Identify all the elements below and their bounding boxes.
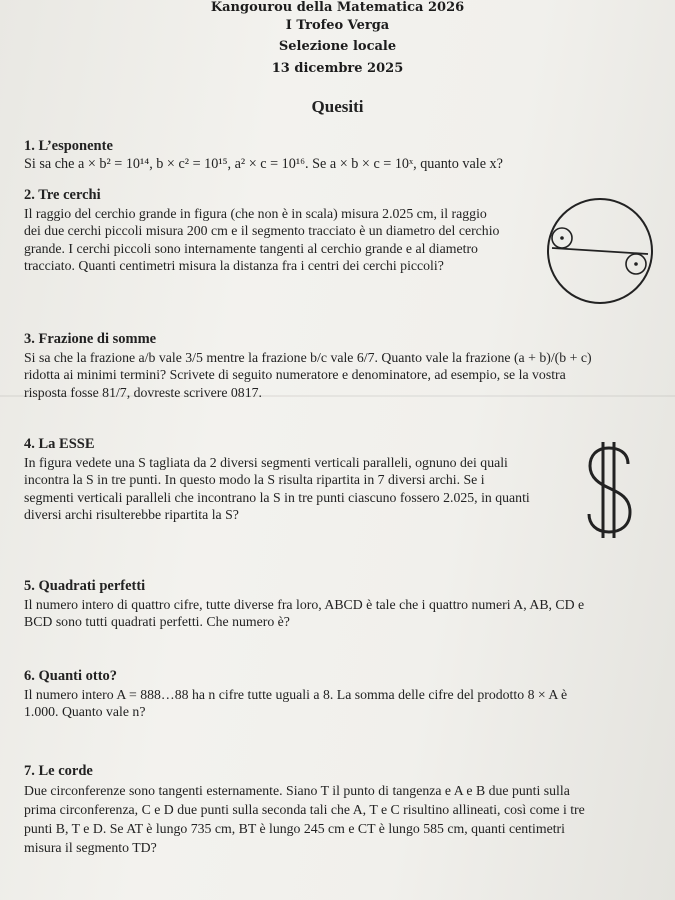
question-title: 1. L’esponente [24, 138, 113, 154]
header-selection: Selezione locale [278, 39, 397, 54]
question-text: BCD sono tutti quadrati perfetti. Che numero è? [24, 614, 290, 629]
question-title: 3. Frazione di somme [24, 331, 157, 347]
question-text: diversi archi risulterebbe ripartita la S? [24, 507, 239, 522]
question-text: Il raggio del cerchio grande in figura (che non è in scala) misura 2.025 cm, il raggio [24, 205, 487, 221]
question-3 [24, 331, 664, 401]
header-date: 13 dicembre 2025 [271, 61, 404, 76]
header-trophy: I Trofeo Verga [285, 18, 390, 33]
question-7 [24, 762, 664, 857]
question-text: Il numero intero di quattro cifre, tutte diverse fra loro, ABCD è tale che i quattro numeri A, AB, CD e [24, 596, 585, 612]
question-2 [24, 187, 544, 275]
question-4 [24, 436, 584, 524]
question-text: tracciato. Quanti centimetri misura la distanza fra i centri dei cerchi piccoli? [24, 258, 444, 273]
question-text: risposta fosse 81/7, dovreste scrivere 0817. [24, 384, 262, 400]
question-text: Due circonferenze sono tangenti esternamente. Siano T il punto di tangenza e A e B due punti sulla [24, 783, 570, 798]
question-1 [24, 138, 654, 173]
question-text: 1.000. Quanto vale n? [24, 704, 146, 719]
question-text: In figura vedete una S tagliata da 2 diversi segmenti verticali paralleli, ognuno dei quali [24, 454, 508, 470]
question-text: segmenti verticali paralleli che incontrano la S in tre punti ciascuno fossero 2.025, in quanti [24, 489, 530, 505]
question-6 [24, 668, 654, 721]
question-text: Si sa che a × b² = 10¹⁴, b × c² = 10¹⁵, a² × c = 10¹⁶. Se a × b × c = 10ˣ, quanto vale x? [24, 155, 503, 172]
question-text: Il numero intero A = 888…88 ha n cifre tutte uguali a 8. La somma delle cifre del prodotto 8 × A è [24, 686, 568, 702]
question-title: 4. La ESSE [24, 436, 95, 452]
s-shape-figure [584, 440, 636, 540]
header-contest: Kangourou della Matematica 2026 [210, 0, 465, 15]
three-circles-figure [540, 196, 668, 306]
question-text: Si sa che la frazione a/b vale 3/5 mentre la frazione b/c vale 6/7. Quanto vale la frazione (a + b)/(b + c) [24, 349, 592, 365]
question-text: ridotta ai minimi termini? Scrivete di seguito numeratore e denominatore, ad esempio, se la vostra [24, 367, 566, 382]
question-5 [24, 578, 654, 631]
question-title: 5. Quadrati perfetti [24, 578, 146, 594]
question-text: misura il segmento TD? [24, 840, 157, 855]
section-title: Quesiti [311, 97, 364, 116]
question-text: dei due cerchi piccoli misura 200 cm e il segmento tracciato è un diametro del cerchio [24, 223, 500, 238]
question-text: grande. I cerchi piccoli sono internamente tangenti al cerchio grande e al diametro [24, 240, 478, 256]
question-title: 7. Le corde [24, 763, 93, 779]
question-title: 2. Tre cerchi [24, 187, 101, 203]
question-text: prima circonferenza, C e D due punti sulla seconda tali che A, T e C risultino allineati, così come i tre [24, 802, 585, 817]
question-title: 6. Quanti otto? [24, 668, 118, 684]
question-text: incontra la S in tre punti. In questo modo la S risulta ripartita in 7 diversi archi. Se i [24, 472, 485, 487]
question-text: punti B, T e D. Se AT è lungo 735 cm, BT è lungo 245 cm e CT è lungo 585 cm, quanti centimetri [24, 821, 565, 836]
